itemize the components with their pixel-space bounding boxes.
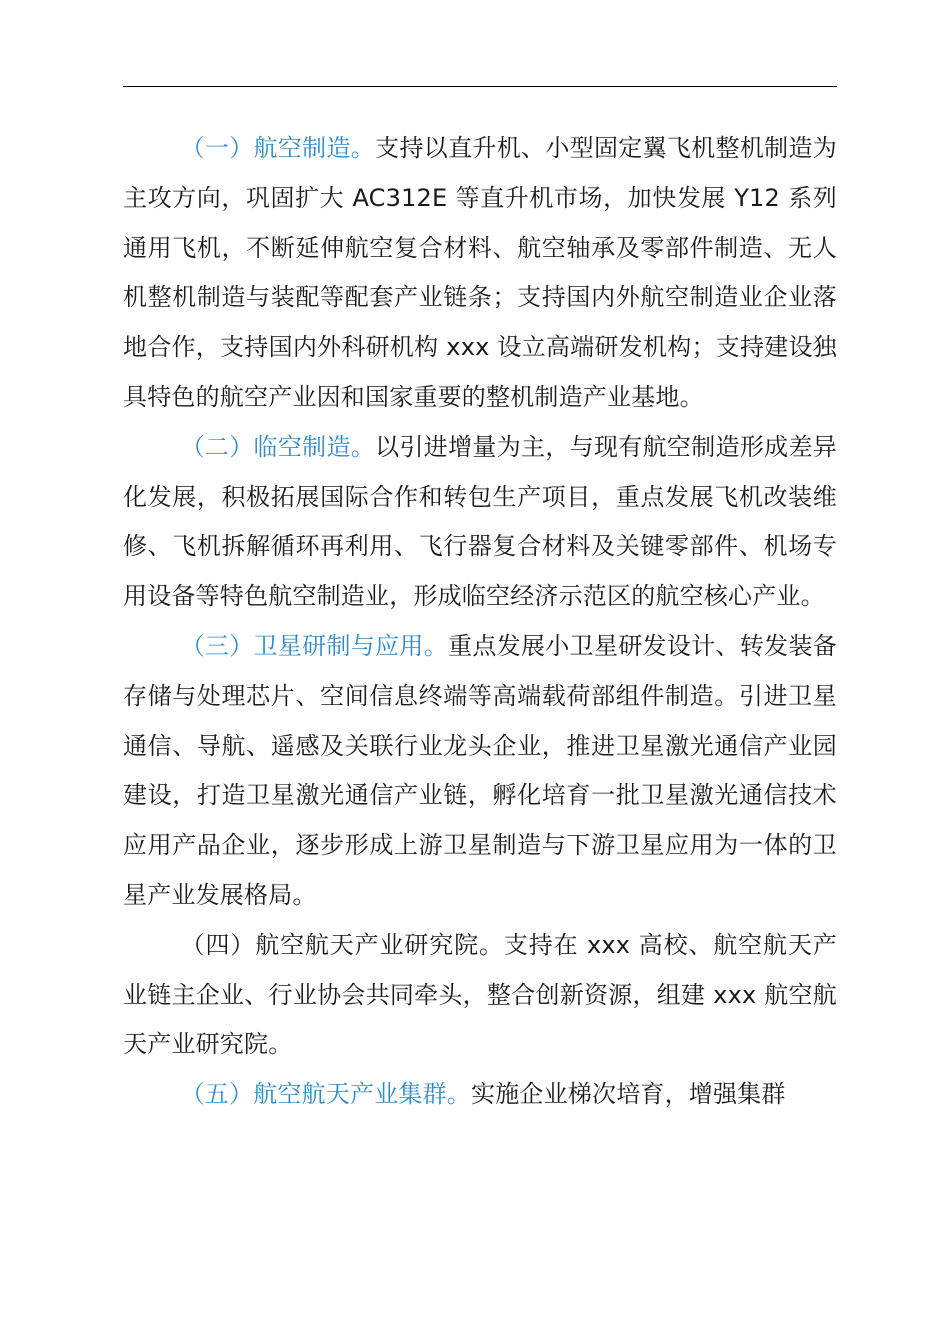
section-body: 支持在 xxx 高校、航空航天产业链主企业、行业协会共同牵头，整合创新资源，组建 xxx 航空航天产业研究院。 bbox=[123, 930, 837, 1059]
paragraph-airport-manufacturing bbox=[123, 423, 837, 622]
section-body: 重点发展小卫星研发设计、转发装备存储与处理芯片、空间信息终端等高端载荷部组件制造。引进卫星通信、导航、遥感及关联行业龙头企业，推进卫星激光通信产业园建设，打造卫星激光通信产业链，孵化培育一批卫星激光通信技术应用产品企业，逐步形成上游卫星制造与下游卫星应用为一体的卫星产业发展格局。 bbox=[123, 631, 837, 909]
section-body: 实施企业梯次培育，增强集群 bbox=[471, 1080, 786, 1109]
section-body: 以引进增量为主，与现有航空制造形成差异化发展，积极拓展国际合作和转包生产项目，重点发展飞机改装维修、飞机拆解循环再利用、飞行器复合材料及关键零部件、机场专用设备等特色航空制造业，形成临空经济示范区的航空核心产业。 bbox=[123, 432, 837, 611]
paragraph-satellite bbox=[123, 622, 837, 921]
header-rule bbox=[123, 86, 837, 87]
section-body: 支持以直升机、小型固定翼飞机整机制造为主攻方向，巩固扩大 AC312E 等直升机市场，加快发展 Y12 系列通用飞机，不断延伸航空复合材料、航空轴承及零部件制造、无人机整机制造与装配等配套产业链条；支持国内外航空制造业企业落地合作，支持国内外科研机构 xxx 设立高端研发机构；支持建设独具特色的航空产业因和国家重要的整机制造产业基地。 bbox=[123, 134, 837, 411]
section-heading: （四）航空航天产业研究院。 bbox=[180, 930, 504, 959]
section-heading: （五）航空航天产业集群。 bbox=[180, 1080, 471, 1109]
paragraph-research-institute bbox=[123, 921, 837, 1070]
section-heading: （一）航空制造。 bbox=[180, 134, 376, 162]
section-heading: （二）临空制造。 bbox=[180, 432, 376, 461]
paragraph-aviation-manufacturing bbox=[123, 124, 837, 423]
section-heading: （三）卫星研制与应用。 bbox=[180, 631, 449, 660]
document-body bbox=[123, 124, 837, 1120]
paragraph-industry-cluster bbox=[123, 1070, 837, 1120]
